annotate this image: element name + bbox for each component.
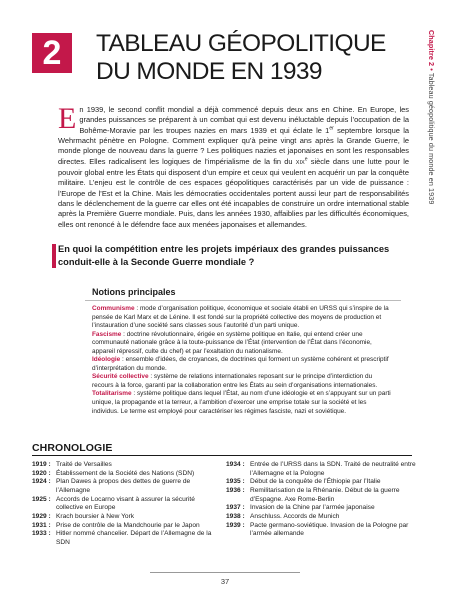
intro-paragraph (58, 102, 409, 230)
chronology-entry (226, 513, 416, 522)
chronology-heading: CHRONOLOGIE (32, 442, 113, 454)
chronology-entry (32, 461, 217, 470)
key-concepts-rule (85, 300, 401, 301)
entry-text: Remilitarisation de la Rhénanie. Début de la guerre d’Espagne. Axe Rome-Berlin (250, 486, 400, 503)
entry-text: Prise de contrôle de la Mandchourie par le Japon (56, 521, 200, 529)
concept-item (92, 390, 395, 416)
concept-term: Sécurité collective (92, 373, 149, 381)
concept-term: Totalitarisme (92, 390, 132, 398)
concept-definition: : mode d’organisation politique, économique et sociale établi en URSS qui s’inspire de la pensée de Karl Marx et de Lénine. Il est fondé sur la propriété collective des moyens de production et l’instauration d’une société sans classes sous l’autorité d’un parti unique. (92, 305, 389, 330)
chronology-entry (226, 461, 416, 478)
concept-item (92, 356, 395, 373)
intro-century-suffix: e (304, 156, 308, 163)
entry-year: 1937 : (226, 504, 245, 512)
chronology-left-column (32, 461, 217, 548)
chronology-rule (32, 455, 412, 456)
concept-item (92, 373, 395, 390)
entry-year: 1938 : (226, 512, 245, 520)
chronology-entry (226, 478, 416, 487)
entry-year: 1919 : (32, 461, 51, 468)
entry-text: Accords de Locarno visant à assurer la sécurité collective en Europe (56, 495, 195, 512)
chronology-entry (32, 496, 217, 513)
entry-year: 1931 : (32, 521, 51, 529)
concept-definition: : doctrine révolutionnaire, érigée en système politique en Italie, qui entend créer une communauté nationale grâce à la toute-puissance de l’État (intervention de l’État dans l’économie, appareil répressif, culte du chef) et par l’exaltation du nationalisme. (92, 330, 372, 355)
chronology-entry (226, 522, 416, 539)
entry-year: 1939 : (226, 521, 245, 529)
concept-definition: : ensemble d’idées, de croyances, de doctrines qui forment un système cohérent et prescriptif d’interprétation du monde. (92, 356, 389, 372)
concept-item (92, 331, 395, 357)
concept-term: Idéologie (92, 356, 121, 364)
entry-text: Établissement de la Société des Nations (SDN) (56, 469, 195, 477)
chronology-entry (226, 487, 416, 504)
running-title: Tableau géopolitique du monde en 1939 (427, 72, 436, 205)
entry-year: 1929 : (32, 512, 51, 520)
entry-year: 1936 : (226, 486, 245, 494)
problem-question: En quoi la compétition entre les projets impériaux des grandes puissances conduit-elle à la Seconde Guerre mondiale ? (58, 244, 390, 267)
page-number: 37 (220, 577, 230, 586)
page-title (96, 30, 406, 86)
entry-year: 1920 : (32, 469, 51, 477)
entry-text: Entrée de l’URSS dans la SDN. Traité de neutralité entre l’Allemagne et la Pologne (250, 461, 416, 477)
entry-year: 1924 : (32, 478, 51, 486)
key-concepts-box (85, 285, 401, 435)
entry-text: Plan Dawes à propos des dettes de guerre de l’Allemagne (56, 478, 191, 494)
concept-definition: : système de relations internationales reposant sur le principe d’interdiction du recours à la force, garanti par la collaboration entre les États au sein d’organisations internationales. (92, 373, 378, 389)
key-concepts-heading: Notions principales (85, 285, 182, 301)
intro-text-c: siècle dans une lutte pour le pouvoir global entre les États qui disposent d’un empire et ceux qui veulent en acquérir un par la conquête militaire. L’enjeu est le contrôle de ces espaces géopolitiques caractérisés par un vide de puissance : l’Europe de l’Est et la Chine. Mais les démocraties occidentales portent aussi leur part de responsabilités dans le déclenchement de la guerre car elles ont été incapables de construire un ordre international stable après la Première Guerre mondiale. Puis, dans les années 1930, affaiblies par les difficultés économiques, elles ont renoncé à le défendre face aux menées japonaises et allemandes. (58, 156, 409, 229)
intro-sup-a: er (329, 125, 334, 132)
question-marker (52, 244, 56, 268)
title-line-1: TABLEAU GÉOPOLITIQUE (96, 30, 386, 57)
intro-century: XIX (295, 159, 305, 166)
chronology-entry (226, 504, 416, 513)
footer-rule (150, 572, 300, 573)
entry-text: Anschluss. Accords de Munich (250, 512, 340, 520)
running-chapter: Chapitre 2 • (427, 30, 436, 71)
concept-item (92, 305, 395, 331)
chronology-entry (32, 522, 217, 531)
chronology-entry (32, 478, 217, 495)
chronology-entry (32, 470, 217, 479)
title-line-2: DU MONDE EN 1939 (96, 58, 322, 85)
chronology-entry (32, 513, 217, 522)
intro-text-b: septembre lorsque la Wehrmacht pénètre en Pologne. Comment expliquer qu’à peine vingt ans après la Grande Guerre, le monde plonge de nouveau dans la guerre ? Les politiques nazies et japonaises en sont les responsables directes. Elles radicalisent les logiques de l’impérialisme de la fin du (58, 125, 409, 166)
intro-text-a: n 1939, le second conflit mondial a déjà commencé depuis deux ans en Chine. En Europe, les grandes puissances se préparent à un combat qui est devenu inéluctable depuis l’occupation de la Bohême-Moravie par les troupes nazies en mars 1939 et qui éclate le 1 (79, 105, 409, 135)
key-concepts-list (92, 305, 395, 416)
entry-year: 1934 : (226, 461, 245, 468)
entry-year: 1933 : (32, 530, 51, 538)
entry-text: Hitler nommé chancelier. Départ de l’Allemagne de la SDN (56, 530, 212, 546)
entry-year: 1935 : (226, 478, 245, 486)
concept-term: Communisme (92, 305, 135, 312)
drop-cap: E (58, 102, 77, 135)
concept-definition: : système politique dans lequel l’État, au nom d’une idéologie et en s’appuyant sur un parti unique, la propagande et la terreur, a l’ambition d’exercer une emprise totale sur la société et les individus. Le terme est employé pour caractériser les régimes fasciste, nazi et soviétique. (92, 390, 391, 415)
entry-text: Invasion de la Chine par l’armée japonaise (250, 504, 375, 512)
chapter-number-badge: 2 (32, 33, 72, 73)
concept-term: Fascisme (92, 330, 122, 338)
entry-year: 1925 : (32, 495, 51, 503)
chronology-right-column (226, 461, 416, 539)
chronology-entry (32, 530, 217, 547)
entry-text: Pacte germano-soviétique. Invasion de la Pologne par l’armée allemande (250, 521, 409, 538)
entry-text: Traité de Versailles (56, 461, 112, 468)
entry-text: Krach boursier à New York (56, 512, 135, 520)
running-header (424, 30, 438, 270)
entry-text: Début de la conquête de l’Éthiopie par l’Italie (250, 478, 381, 486)
